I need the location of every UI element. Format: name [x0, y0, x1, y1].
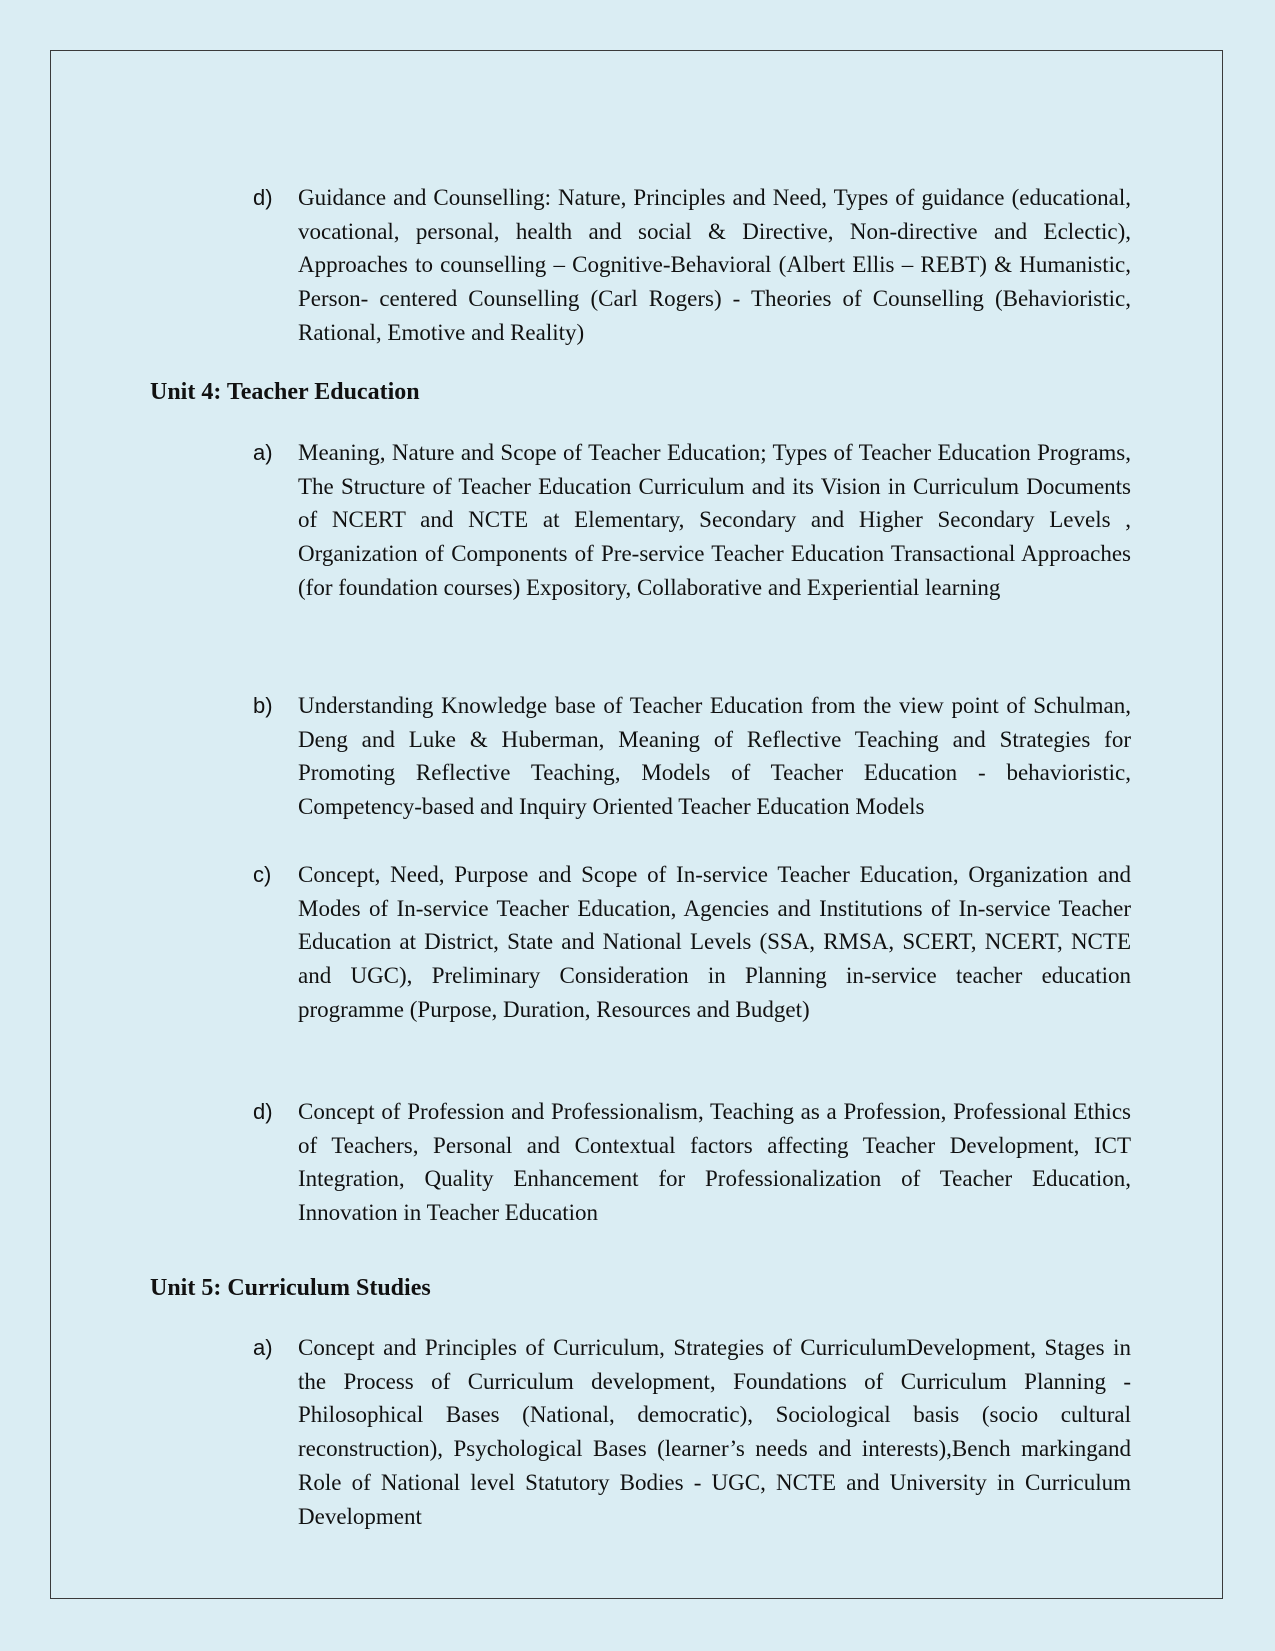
list-item: [253, 1331, 1133, 1533]
list-item: [253, 1095, 1133, 1230]
list-marker: d): [253, 185, 273, 210]
list-item-text: Guidance and Counselling: Nature, Principles and Need, Types of guidance (educational, vocational, personal, health and social & Directive, Non-directive and Eclectic), Approaches to counselling – Cognitive-Behavioral (Albert Ellis – REBT) & Humanistic, Person- centered Counselling (Carl Rogers) - Theories of Counselling (Behavioristic, Rational, Emotive and Reality): [298, 185, 1131, 345]
list-item: [253, 436, 1133, 605]
list-item-text: Concept of Profession and Professionalism, Teaching as a Profession, Professional Ethics of Teachers, Personal and Contextual factors affecting Teacher Development, ICT Integration, Quality Enhancement for Professionalization of Teacher Education, Innovation in Teacher Education: [298, 1099, 1131, 1226]
list-marker: a): [253, 1335, 273, 1360]
list-item-text: Concept and Principles of Curriculum, Strategies of CurriculumDevelopment, Stages in the Process of Curriculum development, Foundations of Curriculum Planning - Philosophical Bases (National, democratic), Sociological basis (socio cultural reconstruction), Psychological Bases (learner’s needs and interests),Bench markingand Role of National level Statutory Bodies - UGC, NCTE and University in Curriculum Development: [298, 1335, 1131, 1529]
list-marker: a): [253, 440, 273, 465]
list-item: [253, 689, 1133, 824]
unit-4-heading: Unit 4: Teacher Education: [150, 379, 420, 405]
list-item-text: Concept, Need, Purpose and Scope of In-service Teacher Education, Organization and Modes of In-service Teacher Education, Agencies and Institutions of In-service Teacher Education at District, State and National Levels (SSA, RMSA, SCERT, NCERT, NCTE and UGC), Preliminary Consideration in Planning in-service teacher education programme (Purpose, Duration, Resources and Budget): [298, 862, 1131, 1022]
list-item: [253, 858, 1133, 1027]
unit-5-heading: Unit 5: Curriculum Studies: [150, 1275, 431, 1301]
list-item-text: Understanding Knowledge base of Teacher Education from the view point of Schulman, Deng and Luke & Huberman, Meaning of Reflective Teaching and Strategies for Promoting Reflective Teaching, Models of Teacher Education - behavioristic, Competency-based and Inquiry Oriented Teacher Education Models: [298, 693, 1131, 820]
list-marker: b): [253, 693, 273, 718]
list-item: [253, 181, 1133, 350]
list-marker: c): [253, 862, 272, 887]
list-item-text: Meaning, Nature and Scope of Teacher Education; Types of Teacher Education Programs, The Structure of Teacher Education Curriculum and its Vision in Curriculum Documents of NCERT and NCTE at Elementary, Secondary and Higher Secondary Levels , Organization of Components of Pre-service Teacher Education Transactional Approaches (for foundation courses) Expository, Collaborative and Experiential learning: [298, 440, 1131, 600]
list-marker: d): [253, 1099, 273, 1124]
